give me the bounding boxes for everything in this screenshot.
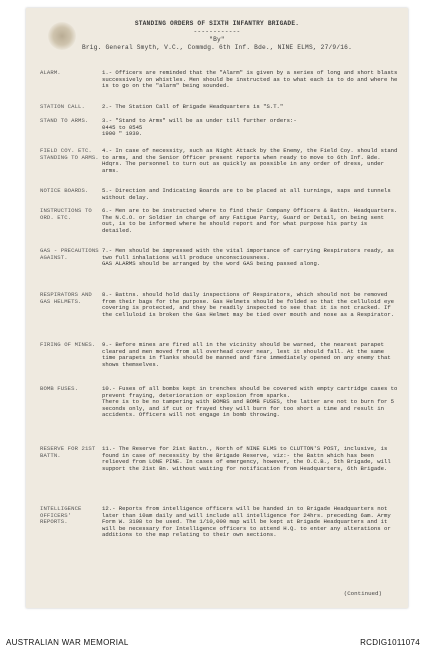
- section-label: NOTICE BOARDS.: [40, 187, 89, 194]
- document-page: [26, 8, 408, 608]
- section-label: ALARM.: [40, 69, 61, 76]
- section-label: RESERVE FOR 21ST BATTN.: [40, 445, 96, 459]
- section-text: 9.- Before mines are fired all in the vicinity should be warned, the nearest parapet cleared and men moved from all overhead cover near, lest it should fall. At the same time parapets in flanks should be manned and fire immediately opened on any enemy that shows themselves.: [102, 341, 391, 368]
- title-underline: ------------: [193, 28, 241, 35]
- section-label: FIELD COY. ETC. STANDING TO ARMS.: [40, 147, 99, 161]
- archive-name: AUSTRALIAN WAR MEMORIAL: [6, 638, 129, 647]
- section-label: INTELLIGENCE OFFICERS' REPORTS.: [40, 505, 82, 526]
- section-text: 7.- Men should be impressed with the vital importance of carrying Respirators ready, as two full inhalations will produce unconsciousness. GAS ALARMS should be arranged by the word GAS being passed along.: [102, 247, 395, 268]
- section-text: 5.- Direction and Indicating Boards are to be placed at all turnings, saps and tunnels without delay.: [102, 187, 391, 201]
- by-line: "By": [209, 36, 225, 43]
- section-text: 2.- The Station Call of Brigade Headquarters is "S.T.": [102, 103, 284, 110]
- section-label: RESPIRATORS AND GAS HELMETS.: [40, 291, 92, 305]
- section-label: FIRING OF MINES.: [40, 341, 96, 348]
- section-text: 1.- Officers are reminded that the "Alarm" is given by a series of long and short blasts successively on whistles. Men should be instructed as to what each is to do and where he is to go on the "alarm" being sounded.: [102, 69, 398, 90]
- section-text: 6.- Men are to be instructed where to find their Company Officers & Battn. Headquarters. The N.C.O. or Soldier in charge of any Fatigue Party, Guard or Detail, on being sent out, is to be informed where he should report and for what purpose his party is detailed.: [102, 207, 398, 234]
- section-text: 10.- Fuses of all bombs kept in trenches should be covered with empty cartridge cases to prevent fraying, deterioration or explosion from sparks. There is to be no tampering with BOMBS and BOMB FUSES, the latter are not to burn for 5 seconds only, and if cut or frayed they will burn for too short a time and result in accidents. Officers will not engage in bomb throwing.: [102, 385, 398, 419]
- archive-reference: RCDIG1011074: [360, 638, 420, 647]
- section-text: 8.- Battns. should hold daily inspections of Respirators, which should not be removed from their bags for the purpose. Gas Helmets should be folded so that the celluloid eye covering is protected, and they be readily inspected to see that it is not cracked. If the celluloid is broken the Gas Helmet may be tied over mouth and nose as a Respirator.: [102, 291, 395, 318]
- section-label: STAND TO ARMS.: [40, 117, 89, 124]
- section-text: 12.- Reports from intelligence officers will be handed in to Brigade Headquarters not later than 10am daily and will include all intelligence for 24hrs. preceding 6am. Army Form W. 3108 to be used. The 1/10,000 map will be kept at Brigade Headquarters and it will be necessary for Intelligence officers to attend H.Q. to enter any alterations or additions to the map relating to their own sections.: [102, 505, 391, 539]
- section-text: 11.- The Reserve for 21st Battn., North of NINE ELMS to CLUTTON'S POST, inclusive, is found in case of necessity by the Brigade Reserve, viz:- the Battn which has been relieved from LONE PINE. In cases of emergency, however, the O.C.B., 5th Brigade, will support the 21st Bn. without waiting for notification from Headquarters, 6th Brigade.: [102, 445, 391, 472]
- section-label: GAS - PRECAUTIONS AGAINST.: [40, 247, 99, 261]
- section-text: 3.- "Stand to Arms" will be as under till further orders:- 0445 to 0545 1900 " 1930.: [102, 117, 297, 138]
- section-label: STATION CALL.: [40, 103, 85, 110]
- section-label: INSTRUCTIONS TO ORD. ETC.: [40, 207, 92, 221]
- section-label: BOMB FUSES.: [40, 385, 79, 392]
- section-text: 4.- In case of necessity, such as Night Attack by the Enemy, the Field Coy. should stand to arms, and the Senior Officer present reports when ready to move to 6th Inf. Bde. Hdqrs. The personnel to turn out as quickly as possible in any order of dress, under arms.: [102, 147, 398, 174]
- author-line: Brig. General Smyth, V.C., Commdg. 6th Inf. Bde., NINE ELMS, 27/9/16.: [81, 44, 352, 51]
- continued-note: (Continued): [343, 590, 382, 597]
- document-title: STANDING ORDERS OF SIXTH INFANTRY BRIGADE.: [134, 20, 300, 27]
